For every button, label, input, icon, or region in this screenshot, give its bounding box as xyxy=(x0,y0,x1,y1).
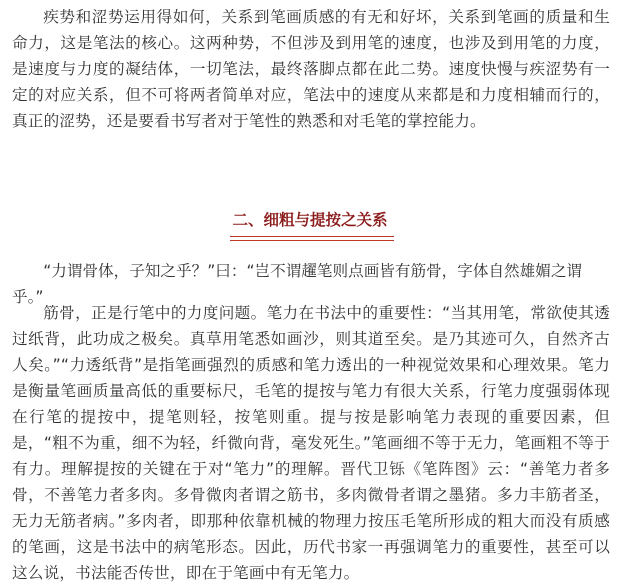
heading-underline-top xyxy=(230,236,394,237)
paragraph-2: 筋骨，正是行笔中的力度问题。笔力在书法中的重要性：“当其用笔，常欲使其透过纸背，此功成之极矣。真草用笔悉如画沙，则其道至矣。是乃其迹可久，自然齐古人矣。”“力透纸背”是指笔画强烈的质感和笔力透出的一种视觉效果和心理效果。笔力是衡量笔画质量高低的重要标尺，毛笔的提按与笔力有很大关系，行笔力度强弱体现在行笔的提按中，提笔则轻，按笔则重。提与按是影响笔力表现的重要因素，但是，“粗不为重，细不为轻，纤微向背，毫发死生。”笔画细不等于无力，笔画粗不等于有力。理解提按的关键在于对“笔力”的理解。晋代卫铄《笔阵图》云：“善笔力者多骨，不善笔力者多肉。多骨微肉者谓之筋书，多肉微骨者谓之墨猪。多力丰筋者圣，无力无筋者病。”多肉者，即那种依靠机械的物理力按压毛笔所形成的粗大而没有质感的笔画，这是书法中的病笔形态。因此，历代书家一再强调笔力的重要性，甚至可以这么说，书法能否传世，即在于笔画中有无笔力。 xyxy=(12,304,610,582)
quote-paragraph: “力谓骨体，子知之乎？”曰：“岂不谓趯笔则点画皆有筋骨，字体自然雄媚之谓乎。” xyxy=(12,262,583,306)
heading-underline-bottom xyxy=(230,240,394,241)
paragraph-1: 疾势和涩势运用得如何，关系到笔画质感的有无和好坏，关系到笔画的质量和生命力，这是笔法的核心。这两种势，不但涉及到用笔的速度，也涉及到用笔的力度，是速度与力度的凝结体，一切笔法，最终落脚点都在此二势。速度快慢与疾涩势有一定的对应关系，但不可将两者简单对应，笔法中的速度从来都是和力度相辅而行的，真正的涩势，还是要看书写者对于笔性的熟悉和对毛笔的掌控能力。 xyxy=(12,8,610,130)
section-heading: 二、细粗与提按之关系 xyxy=(232,211,388,229)
